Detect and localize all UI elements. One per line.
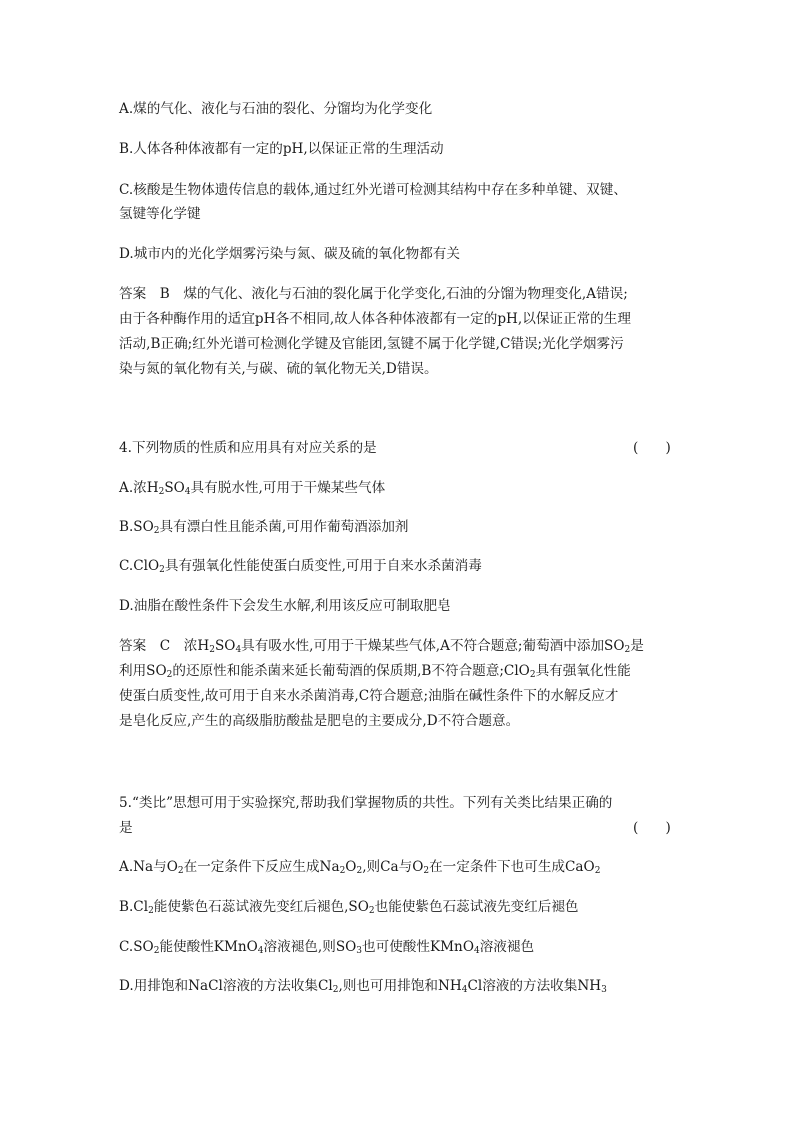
q5-option-a: A.Na与$O_2$在一定条件下反应生成$Na_2O_2$,则Ca与$O_2$在一定条件下也可生成CaO$_2$ <box>119 859 601 876</box>
q4-answer-line2: 利用$SO_2$的还原性和能杀菌来延长葡萄酒的保质期,B不符合题意;ClO$_2$具有强氧化性能 <box>119 663 631 680</box>
q4-answer-paren: ( ) <box>633 440 671 456</box>
q3-option-b: B.人体各种体液都有一定的pH,以保证正常的生理活动 <box>119 141 444 157</box>
q4-answer-line1: 答案 C 浓$H_2SO_4$具有吸水性,可用于干燥某些气体,A不符合题意;葡萄酒中添加$SO_2$是 <box>119 638 644 655</box>
q4-stem: 4.下列物质的性质和应用具有对应关系的是 <box>119 440 377 456</box>
q3-answer-line2: 由于各种酶作用的适宜pH各不相同,故人体各种体液都有一定的pH,以保证正常的生理 <box>119 311 631 327</box>
q4-option-c: C.ClO$_2$具有强氧化性能使蛋白质变性,可用于自来水杀菌消毒 <box>119 558 482 575</box>
q5-stem-line2: 是 <box>119 820 133 836</box>
q3-option-c-line2: 氢键等化学键 <box>119 206 201 222</box>
q3-option-d: D.城市内的光化学烟雾污染与氮、碳及硫的氧化物都有关 <box>119 246 460 262</box>
q5-stem-line1: 5.“类比”思想可用于实验探究,帮助我们掌握物质的共性。下列有关类比结果正确的 <box>119 795 613 811</box>
q3-answer-line4: 染与氮的氧化物有关,与碳、硫的氧化物无关,D错误。 <box>119 361 438 377</box>
q5-option-b: $B.Cl_2$能使紫色石蕊试液先变红后褪色$,SO_2$也能使紫色石蕊试液先变红后褪色 <box>119 899 579 916</box>
q4-option-b: $B.SO_2$具有漂白性且能杀菌,可用作葡萄酒添加剂 <box>119 519 409 536</box>
q4-answer-line4: 是皂化反应,产生的高级脂肪酸盐是肥皂的主要成分,D不符合题意。 <box>119 713 520 729</box>
q3-answer-line3: 活动,B正确;红外光谱可检测化学键及官能团,氢键不属于化学键,C错误;光化学烟雾污 <box>119 336 624 352</box>
q4-answer-line3: 使蛋白质变性,故可用于自来水杀菌消毒,C符合题意;油脂在碱性条件下的水解反应才 <box>119 688 619 704</box>
q3-answer-line1: 答案 B 煤的气化、液化与石油的裂化属于化学变化,石油的分馏为物理变化,A错误; <box>119 286 628 302</box>
q4-option-d: D.油脂在酸性条件下会发生水解,利用该反应可制取肥皂 <box>119 598 451 614</box>
q4-option-a: A.浓$H_2SO_4$具有脱水性,可用于干燥某些气体 <box>119 480 386 497</box>
q5-answer-paren: ( ) <box>633 820 671 836</box>
q3-option-a: A.煤的气化、液化与石油的裂化、分馏均为化学变化 <box>119 101 433 117</box>
q3-option-c-line1: C.核酸是生物体遗传信息的载体,通过红外光谱可检测其结构中存在多种单键、双键、 <box>119 182 627 198</box>
q5-option-d: D.用排饱和NaCl溶液的方法收集$Cl_2$,则也可用排饱和$NH_4Cl$溶液的方法收集$NH_3$ <box>119 978 607 995</box>
q5-option-c: $C.SO_2$能使酸性KMnO$_4$溶液褪色,则$SO_3$也可使酸性KMnO$_4$溶液褪色 <box>119 939 535 956</box>
